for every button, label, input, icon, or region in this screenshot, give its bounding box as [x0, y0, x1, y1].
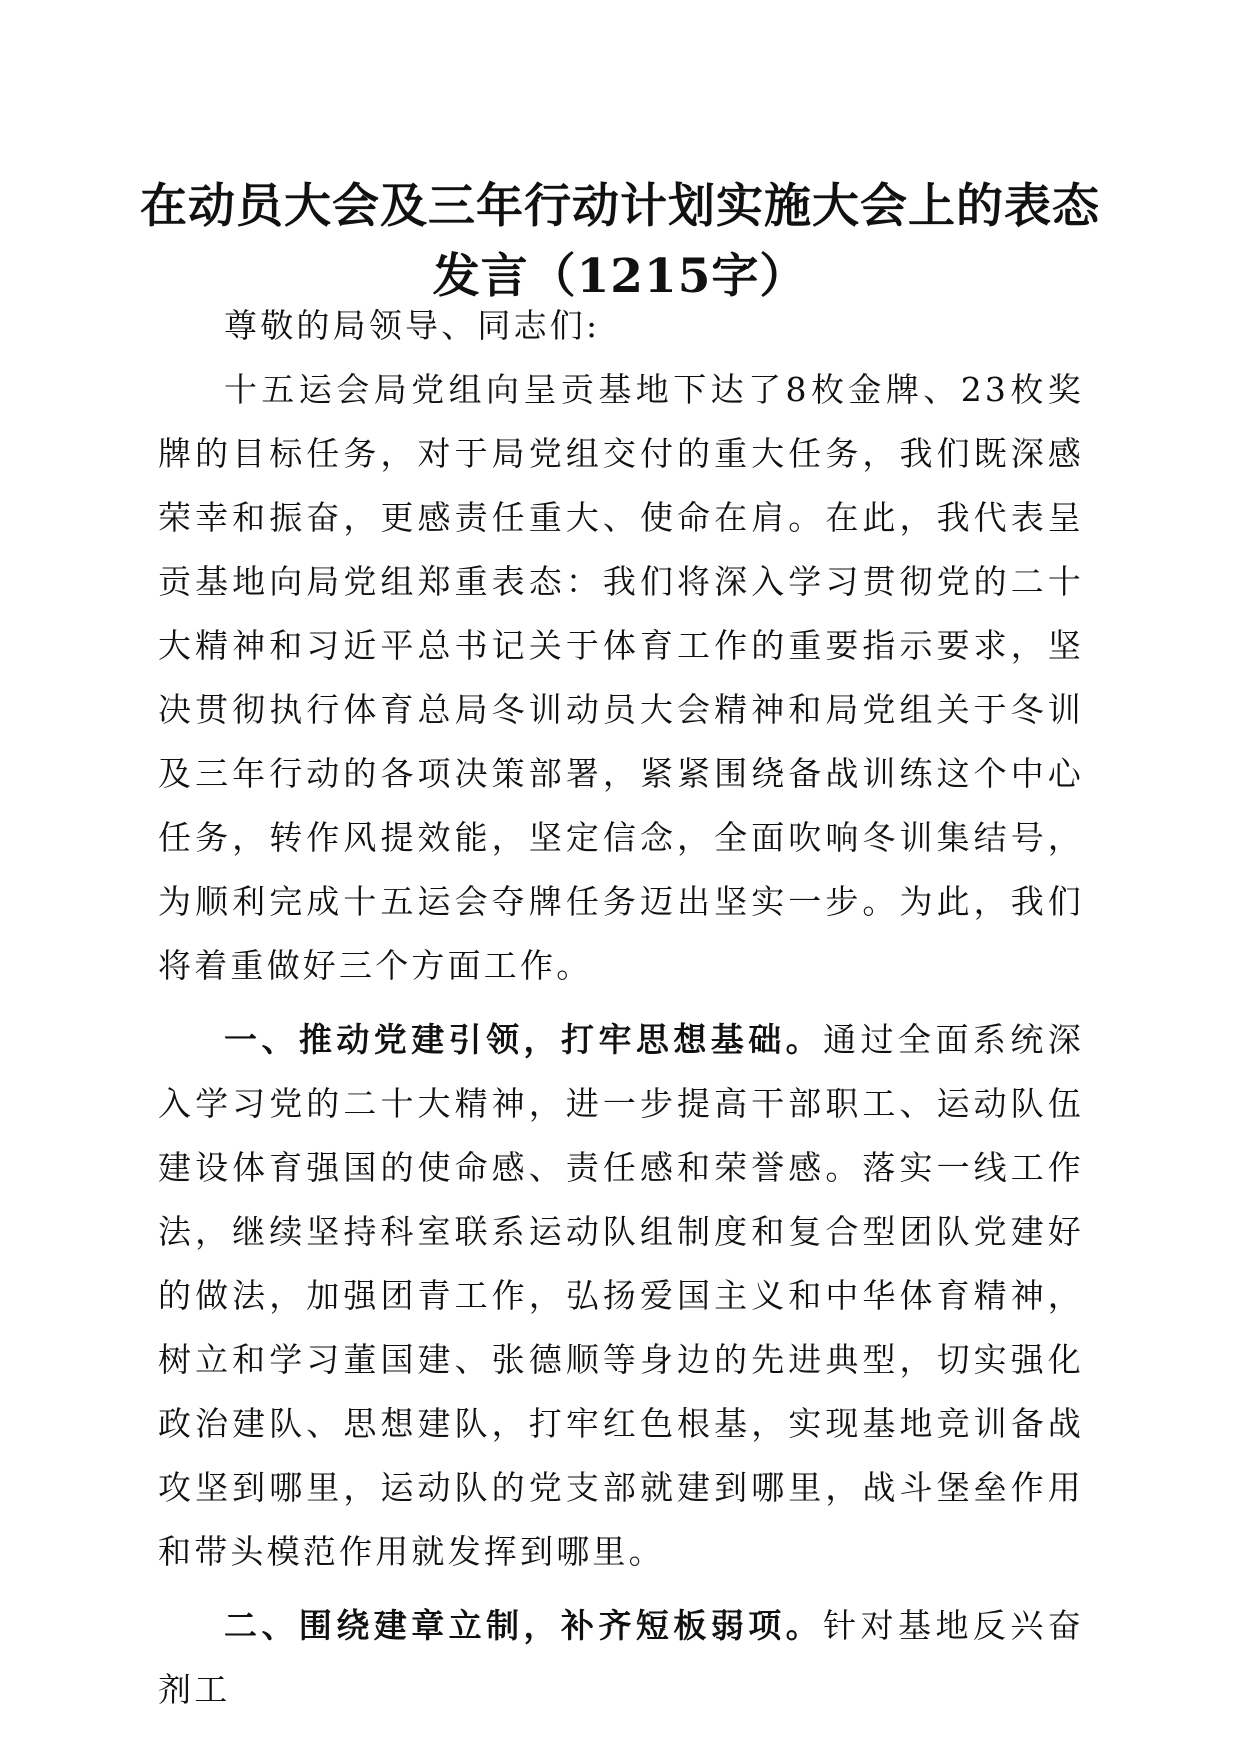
intro-paragraph: 十五运会局党组向呈贡基地下达了8枚金牌、23枚奖牌的目标任务，对于局党组交付的重大任务，我们既深感荣幸和振奋，更感责任重大、使命在肩。在此，我代表呈贡基地向局党组郑重表态：我们将深入学习贯彻党的二十大精神和习近平总书记关于体育工作的重要指示要求，坚决贯彻执行体育总局冬训动员大会精神和局党组关于冬训及三年行动的各项决策部署，紧紧围绕备战训练这个中心任务，转作风提效能，坚定信念，全面吹响冬训集结号，为顺利完成十五运会夺牌任务迈出坚实一步。为此，我们将着重做好三个方面工作。 — [158, 370, 1084, 985]
greeting-line: 尊敬的局领导、同志们: — [224, 306, 601, 345]
section-1-paragraph — [158, 1008, 1084, 1584]
section-2-text: 针对基地反兴奋剂工 — [158, 1606, 1084, 1709]
section-2-paragraph — [158, 1594, 1084, 1722]
section-1-heading: 一、推动党建引领，打牢思想基础。 — [224, 1020, 824, 1059]
paragraph-gap — [158, 1584, 1084, 1594]
section-1-text: 通过全面系统深入学习党的二十大精神，进一步提高干部职工、运动队伍建设体育强国的使命感、责任感和荣誉感。落实一线工作法，继续坚持科室联系运动队组制度和复合型团队党建好的做法，加强团青工作，弘扬爱国主义和中华体育精神，树立和学习董国建、张德顺等身边的先进典型，切实强化政治建队、思想建队，打牢红色根基，实现基地竞训备战攻坚到哪里，运动队的党支部就建到哪里，战斗堡垒作用和带头模范作用就发挥到哪里。 — [158, 1020, 1084, 1571]
paragraph-gap — [158, 998, 1084, 1008]
document-title: 在动员大会及三年行动计划实施大会上的表态发言（1215字） — [140, 179, 1100, 304]
section-2-heading: 二、围绕建章立制，补齐短板弱项。 — [224, 1606, 824, 1645]
document-body — [158, 294, 1084, 1722]
